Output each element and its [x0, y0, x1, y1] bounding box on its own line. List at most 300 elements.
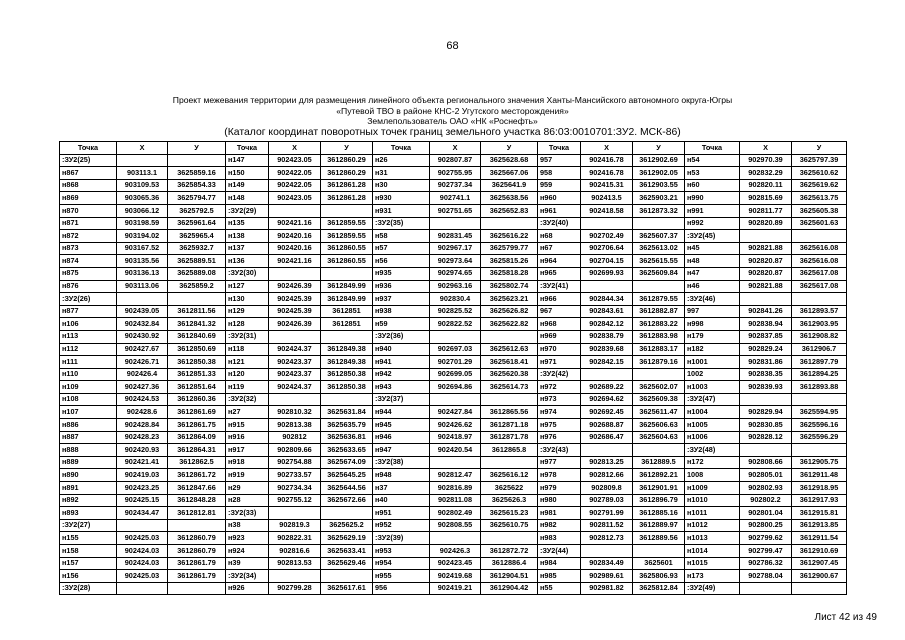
- point-cell: н979: [538, 482, 581, 495]
- y-cell: 3612893.57: [792, 305, 847, 318]
- y-cell: 3625602.07: [633, 381, 685, 394]
- column-header: У: [633, 142, 685, 155]
- point-cell: н982: [538, 519, 581, 532]
- x-cell: 902813.53: [269, 557, 321, 570]
- y-cell: 3625633.65: [321, 444, 373, 457]
- y-cell: 3625620.38: [481, 368, 538, 381]
- x-cell: 902423.37: [269, 356, 321, 369]
- point-cell: н960: [538, 192, 581, 205]
- y-cell: 3612893.88: [792, 381, 847, 394]
- table-row: [60, 368, 847, 381]
- point-cell: н943: [373, 381, 430, 394]
- table-row: [60, 192, 847, 205]
- sheet-counter: Лист 42 из 49: [814, 612, 877, 623]
- point-cell: н924: [226, 545, 269, 558]
- y-cell: 3612840.69: [168, 330, 226, 343]
- table-row: [60, 305, 847, 318]
- point-cell: н992: [685, 217, 740, 230]
- point-cell: :ЗУ2(34): [226, 570, 269, 583]
- point-cell: н955: [373, 570, 430, 583]
- x-cell: [581, 280, 633, 293]
- y-cell: 3625613.02: [633, 242, 685, 255]
- point-cell: н935: [373, 267, 430, 280]
- y-cell: [481, 217, 538, 230]
- x-cell: 903167.52: [117, 242, 168, 255]
- y-cell: [792, 393, 847, 406]
- y-cell: 3612913.85: [792, 519, 847, 532]
- y-cell: 3625645.25: [321, 469, 373, 482]
- y-cell: 3612902.69: [633, 154, 685, 167]
- point-cell: н28: [226, 494, 269, 507]
- y-cell: 3612886.4: [481, 557, 538, 570]
- x-cell: 902692.45: [581, 406, 633, 419]
- point-cell: н915: [226, 419, 269, 432]
- y-cell: 3625626.3: [481, 494, 538, 507]
- point-cell: н975: [538, 419, 581, 432]
- x-cell: [269, 330, 321, 343]
- y-cell: 3612904.42: [481, 582, 538, 595]
- column-header: X: [740, 142, 792, 155]
- point-cell: н873: [60, 242, 117, 255]
- x-cell: 902424.37: [269, 343, 321, 356]
- x-cell: 902800.25: [740, 519, 792, 532]
- y-cell: [633, 368, 685, 381]
- y-cell: 3612915.81: [792, 507, 847, 520]
- point-cell: н60: [685, 179, 740, 192]
- point-cell: н31: [373, 167, 430, 180]
- y-cell: 3612889.97: [633, 519, 685, 532]
- x-cell: 902822.52: [430, 318, 481, 331]
- x-cell: 902815.69: [740, 192, 792, 205]
- x-cell: 902423.45: [430, 557, 481, 570]
- point-cell: н889: [60, 456, 117, 469]
- y-cell: 3625615.23: [481, 507, 538, 520]
- table-row: [60, 356, 847, 369]
- x-cell: 902689.22: [581, 381, 633, 394]
- point-cell: н888: [60, 444, 117, 457]
- point-cell: н110: [60, 368, 117, 381]
- x-cell: 902808.66: [740, 456, 792, 469]
- y-cell: 3612904.51: [481, 570, 538, 583]
- y-cell: 3625889.08: [168, 267, 226, 280]
- x-cell: [740, 293, 792, 306]
- point-cell: н1006: [685, 431, 740, 444]
- x-cell: 902802.2: [740, 494, 792, 507]
- point-cell: н120: [226, 368, 269, 381]
- x-cell: 902428.23: [117, 431, 168, 444]
- y-cell: 3625614.73: [481, 381, 538, 394]
- y-cell: [321, 267, 373, 280]
- y-cell: 3625812.84: [633, 582, 685, 595]
- y-cell: [481, 330, 538, 343]
- y-cell: 3612812.81: [168, 507, 226, 520]
- point-cell: н970: [538, 343, 581, 356]
- point-cell: н155: [60, 532, 117, 545]
- x-cell: 902699.05: [430, 368, 481, 381]
- x-cell: 902421.41: [117, 456, 168, 469]
- x-cell: 902416.78: [581, 167, 633, 180]
- x-cell: 902819.3: [269, 519, 321, 532]
- y-cell: 3625613.75: [792, 192, 847, 205]
- y-cell: 3625802.74: [481, 280, 538, 293]
- x-cell: 902981.82: [581, 582, 633, 595]
- point-cell: 956: [373, 582, 430, 595]
- point-cell: н952: [373, 519, 430, 532]
- x-cell: [581, 368, 633, 381]
- point-cell: :ЗУ2(27): [60, 519, 117, 532]
- y-cell: 3625806.93: [633, 570, 685, 583]
- x-cell: 902830.4: [430, 293, 481, 306]
- table-row: [60, 519, 847, 532]
- x-cell: 902821.88: [740, 242, 792, 255]
- x-cell: 902821.88: [740, 280, 792, 293]
- header-landuser-line: Землепользователь ОАО «НК «Роснефть»: [367, 116, 538, 127]
- x-cell: 902426.39: [269, 280, 321, 293]
- x-cell: 902427.36: [117, 381, 168, 394]
- point-cell: н890: [60, 469, 117, 482]
- point-cell: н39: [226, 557, 269, 570]
- table-row: [60, 293, 847, 306]
- y-cell: 3625609.84: [633, 267, 685, 280]
- point-cell: :ЗУ2(42): [538, 368, 581, 381]
- x-cell: [117, 293, 168, 306]
- point-cell: н946: [373, 431, 430, 444]
- point-cell: н948: [373, 469, 430, 482]
- y-cell: 3612883.98: [633, 330, 685, 343]
- x-cell: 902424.37: [269, 381, 321, 394]
- x-cell: 902967.17: [430, 242, 481, 255]
- y-cell: 3625617.08: [792, 267, 847, 280]
- point-cell: :ЗУ2(25): [60, 154, 117, 167]
- y-cell: 3612908.82: [792, 330, 847, 343]
- point-cell: н969: [538, 330, 581, 343]
- point-cell: н917: [226, 444, 269, 457]
- x-cell: 902741.1: [430, 192, 481, 205]
- y-cell: 3612860.36: [168, 393, 226, 406]
- x-cell: 902426.4: [117, 368, 168, 381]
- point-cell: н972: [538, 381, 581, 394]
- point-cell: н940: [373, 343, 430, 356]
- point-cell: н135: [226, 217, 269, 230]
- x-cell: 902831.86: [740, 356, 792, 369]
- y-cell: 3612861.72: [168, 469, 226, 482]
- y-cell: 3625631.84: [321, 406, 373, 419]
- x-cell: 902425.15: [117, 494, 168, 507]
- point-cell: н1009: [685, 482, 740, 495]
- x-cell: 902789.03: [581, 494, 633, 507]
- point-cell: :ЗУ2(33): [226, 507, 269, 520]
- x-cell: 902432.84: [117, 318, 168, 331]
- x-cell: [430, 393, 481, 406]
- y-cell: 3625605.38: [792, 204, 847, 217]
- point-cell: н46: [685, 280, 740, 293]
- column-header: X: [430, 142, 481, 155]
- y-cell: 3612889.56: [633, 532, 685, 545]
- column-header: У: [168, 142, 226, 155]
- x-cell: 902426.62: [430, 419, 481, 432]
- point-cell: н1011: [685, 507, 740, 520]
- document-header: [60, 95, 845, 127]
- y-cell: 3625625.2: [321, 519, 373, 532]
- x-cell: 902812: [269, 431, 321, 444]
- y-cell: 3625623.21: [481, 293, 538, 306]
- catalog-title: (Каталог координат поворотных точек границ земельного участка 86:03:0010701:ЗУ2. МСК-86): [224, 127, 681, 138]
- y-cell: 3612879.55: [633, 293, 685, 306]
- x-cell: 902788.04: [740, 570, 792, 583]
- x-cell: 903066.12: [117, 204, 168, 217]
- table-row: [60, 217, 847, 230]
- point-cell: н38: [226, 519, 269, 532]
- x-cell: 902809.66: [269, 444, 321, 457]
- x-cell: [581, 545, 633, 558]
- point-cell: :ЗУ2(30): [226, 267, 269, 280]
- table-row: [60, 255, 847, 268]
- y-cell: 3612871.18: [481, 419, 538, 432]
- y-cell: [168, 519, 226, 532]
- x-cell: 902420.16: [269, 242, 321, 255]
- x-cell: [269, 267, 321, 280]
- table-header: [60, 142, 847, 155]
- y-cell: 3612882.87: [633, 305, 685, 318]
- point-cell: н978: [538, 469, 581, 482]
- y-cell: 3625961.64: [168, 217, 226, 230]
- y-cell: 3625932.7: [168, 242, 226, 255]
- y-cell: 3625652.83: [481, 204, 538, 217]
- point-cell: 958: [538, 167, 581, 180]
- table-row: [60, 242, 847, 255]
- x-cell: 902802.93: [740, 482, 792, 495]
- y-cell: 3612859.55: [321, 230, 373, 243]
- table-row: [60, 532, 847, 545]
- table-row: [60, 330, 847, 343]
- point-cell: н977: [538, 456, 581, 469]
- x-cell: 902841.26: [740, 305, 792, 318]
- point-cell: н121: [226, 356, 269, 369]
- x-cell: [581, 444, 633, 457]
- x-cell: 902434.47: [117, 507, 168, 520]
- table-row: [60, 267, 847, 280]
- point-cell: н874: [60, 255, 117, 268]
- x-cell: 902704.15: [581, 255, 633, 268]
- y-cell: 3612860.79: [168, 545, 226, 558]
- point-cell: н1003: [685, 381, 740, 394]
- y-cell: 3612906.7: [792, 343, 847, 356]
- y-cell: 3612841.32: [168, 318, 226, 331]
- y-cell: 3625604.63: [633, 431, 685, 444]
- table-row: [60, 204, 847, 217]
- table-row: [60, 154, 847, 167]
- point-cell: н157: [60, 557, 117, 570]
- point-cell: н156: [60, 570, 117, 583]
- y-cell: [792, 444, 847, 457]
- header-project-line: Проект межевания территории для размещения линейного объекта регионального значения Ханты-Мансийского автономного округа-Югры: [172, 95, 733, 105]
- x-cell: 902686.47: [581, 431, 633, 444]
- point-cell: н965: [538, 267, 581, 280]
- x-cell: [740, 393, 792, 406]
- y-cell: 3625609.38: [633, 393, 685, 406]
- point-cell: н45: [685, 242, 740, 255]
- x-cell: 902423.37: [269, 368, 321, 381]
- x-cell: 902843.61: [581, 305, 633, 318]
- y-cell: 3625616.22: [481, 230, 538, 243]
- x-cell: 902423.05: [269, 192, 321, 205]
- x-cell: 902839.93: [740, 381, 792, 394]
- x-cell: 902697.03: [430, 343, 481, 356]
- y-cell: 3625903.21: [633, 192, 685, 205]
- x-cell: 902807.87: [430, 154, 481, 167]
- point-cell: н67: [538, 242, 581, 255]
- y-cell: 3625965.4: [168, 230, 226, 243]
- x-cell: 902422.05: [269, 179, 321, 192]
- x-cell: 902422.05: [269, 167, 321, 180]
- y-cell: [633, 545, 685, 558]
- x-cell: 902801.04: [740, 507, 792, 520]
- point-cell: н40: [373, 494, 430, 507]
- x-cell: 902812.47: [430, 469, 481, 482]
- point-cell: н1005: [685, 419, 740, 432]
- coordinates-table: [59, 141, 847, 595]
- column-header: У: [321, 142, 373, 155]
- x-cell: 902754.88: [269, 456, 321, 469]
- x-cell: 902813.38: [269, 419, 321, 432]
- x-cell: 903194.02: [117, 230, 168, 243]
- column-header: X: [117, 142, 168, 155]
- point-cell: н53: [685, 167, 740, 180]
- y-cell: 3612910.69: [792, 545, 847, 558]
- x-cell: 902834.49: [581, 557, 633, 570]
- y-cell: [792, 230, 847, 243]
- y-cell: 3625596.16: [792, 419, 847, 432]
- point-cell: н48: [685, 255, 740, 268]
- y-cell: 3612849.99: [321, 293, 373, 306]
- y-cell: 3625794.77: [168, 192, 226, 205]
- x-cell: [269, 507, 321, 520]
- x-cell: 902989.61: [581, 570, 633, 583]
- x-cell: [430, 330, 481, 343]
- x-cell: 902751.65: [430, 204, 481, 217]
- point-cell: н981: [538, 507, 581, 520]
- table-row: [60, 393, 847, 406]
- column-header: У: [792, 142, 847, 155]
- y-cell: [481, 393, 538, 406]
- point-cell: н877: [60, 305, 117, 318]
- x-cell: 902973.64: [430, 255, 481, 268]
- x-cell: 902426.39: [269, 318, 321, 331]
- table-row: [60, 280, 847, 293]
- table-body: [60, 154, 847, 595]
- y-cell: 3625818.28: [481, 267, 538, 280]
- x-cell: 902702.49: [581, 230, 633, 243]
- y-cell: 3625626.82: [481, 305, 538, 318]
- y-cell: 3625667.06: [481, 167, 538, 180]
- y-cell: 3612872.72: [481, 545, 538, 558]
- point-cell: н138: [226, 230, 269, 243]
- table-row: [60, 179, 847, 192]
- point-cell: н179: [685, 330, 740, 343]
- y-cell: 3612860.55: [321, 242, 373, 255]
- x-cell: 902413.5: [581, 192, 633, 205]
- x-cell: 902808.55: [430, 519, 481, 532]
- point-cell: н1004: [685, 406, 740, 419]
- table-row: [60, 557, 847, 570]
- x-cell: 902791.99: [581, 507, 633, 520]
- y-cell: 3625611.47: [633, 406, 685, 419]
- point-cell: н944: [373, 406, 430, 419]
- x-cell: 902799.28: [269, 582, 321, 595]
- point-cell: :ЗУ2(46): [685, 293, 740, 306]
- x-cell: 902825.52: [430, 305, 481, 318]
- table-row: [60, 494, 847, 507]
- x-cell: 902425.03: [117, 532, 168, 545]
- point-cell: н942: [373, 368, 430, 381]
- x-cell: [269, 204, 321, 217]
- x-cell: 902829.94: [740, 406, 792, 419]
- column-header: Точка: [538, 142, 581, 155]
- point-cell: н29: [226, 482, 269, 495]
- x-cell: 902828.12: [740, 431, 792, 444]
- y-cell: 3612851: [321, 318, 373, 331]
- point-cell: н964: [538, 255, 581, 268]
- y-cell: 3625601.63: [792, 217, 847, 230]
- point-cell: н108: [60, 393, 117, 406]
- x-cell: 902421.16: [269, 255, 321, 268]
- x-cell: [117, 519, 168, 532]
- y-cell: 3612889.5: [633, 456, 685, 469]
- point-cell: н58: [373, 230, 430, 243]
- table-row: [60, 582, 847, 595]
- point-cell: н109: [60, 381, 117, 394]
- y-cell: [633, 280, 685, 293]
- point-cell: н130: [226, 293, 269, 306]
- x-cell: 902701.29: [430, 356, 481, 369]
- y-cell: 3625617.61: [321, 582, 373, 595]
- point-cell: :ЗУ2(29): [226, 204, 269, 217]
- x-cell: 902418.97: [430, 431, 481, 444]
- point-cell: н1014: [685, 545, 740, 558]
- point-cell: н918: [226, 456, 269, 469]
- x-cell: 902426.71: [117, 356, 168, 369]
- point-cell: н923: [226, 532, 269, 545]
- y-cell: [321, 507, 373, 520]
- x-cell: 903113.06: [117, 280, 168, 293]
- point-cell: н150: [226, 167, 269, 180]
- x-cell: 902733.57: [269, 469, 321, 482]
- table-row: [60, 545, 847, 558]
- y-cell: 3612905.75: [792, 456, 847, 469]
- x-cell: 902838.94: [740, 318, 792, 331]
- x-cell: 902439.05: [117, 305, 168, 318]
- point-cell: 967: [538, 305, 581, 318]
- y-cell: 3612879.16: [633, 356, 685, 369]
- y-cell: [321, 330, 373, 343]
- point-cell: 997: [685, 305, 740, 318]
- y-cell: 3612864.09: [168, 431, 226, 444]
- x-cell: 902428.6: [117, 406, 168, 419]
- point-cell: :ЗУ2(38): [373, 456, 430, 469]
- x-cell: 902425.39: [269, 305, 321, 318]
- x-cell: [430, 456, 481, 469]
- x-cell: 902420.93: [117, 444, 168, 457]
- point-cell: н961: [538, 204, 581, 217]
- x-cell: 903109.53: [117, 179, 168, 192]
- y-cell: 3625622: [481, 482, 538, 495]
- point-cell: н945: [373, 419, 430, 432]
- y-cell: 3612918.95: [792, 482, 847, 495]
- x-cell: 902786.32: [740, 557, 792, 570]
- x-cell: [740, 444, 792, 457]
- y-cell: 3612849.38: [321, 343, 373, 356]
- x-cell: 902811.77: [740, 204, 792, 217]
